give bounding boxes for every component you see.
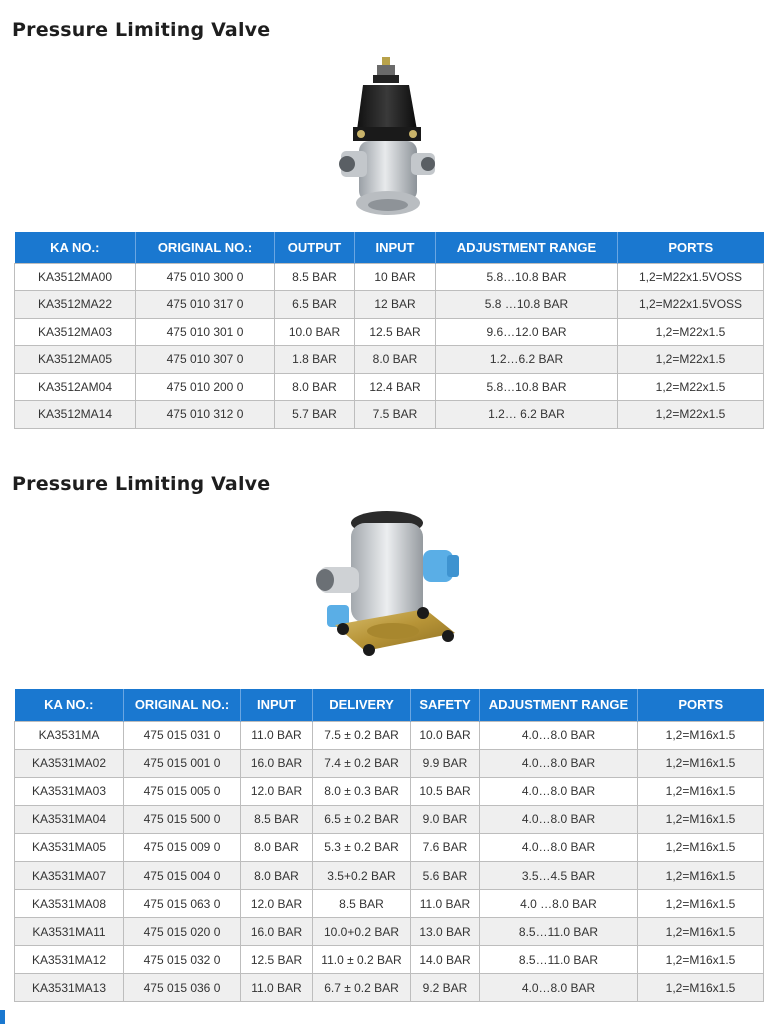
table-cell: 3.5+0.2 BAR bbox=[313, 861, 411, 889]
table-cell: 475 015 001 0 bbox=[124, 749, 241, 777]
column-header: ORIGINAL NO.: bbox=[124, 689, 241, 721]
table-row bbox=[15, 721, 764, 749]
table-cell: 475 015 063 0 bbox=[124, 890, 241, 918]
table-cell: 8.5…11.0 BAR bbox=[480, 918, 638, 946]
table-cell: 1,2=M16x1.5 bbox=[638, 833, 764, 861]
table-cell: 1,2=M16x1.5 bbox=[638, 749, 764, 777]
table-cell: 1.2… 6.2 BAR bbox=[436, 401, 618, 429]
table-cell: KA3512MA14 bbox=[15, 401, 136, 429]
table-cell: 10.0 BAR bbox=[411, 721, 480, 749]
table-row bbox=[15, 373, 764, 401]
table-cell: 8.5 BAR bbox=[275, 263, 355, 291]
table-cell: 475 010 200 0 bbox=[136, 373, 275, 401]
table-cell: 9.0 BAR bbox=[411, 805, 480, 833]
column-header: OUTPUT bbox=[275, 232, 355, 263]
table-cell: 10.0 BAR bbox=[275, 318, 355, 346]
table-row bbox=[15, 401, 764, 429]
table-cell: 12.0 BAR bbox=[241, 777, 313, 805]
table-cell: 475 015 500 0 bbox=[124, 805, 241, 833]
table-cell: 4.0 …8.0 BAR bbox=[480, 890, 638, 918]
column-header: INPUT bbox=[355, 232, 436, 263]
table-cell: KA3531MA13 bbox=[15, 974, 124, 1002]
table-cell: 10.5 BAR bbox=[411, 777, 480, 805]
table-row bbox=[15, 749, 764, 777]
table-row bbox=[15, 805, 764, 833]
column-header: SAFETY bbox=[411, 689, 480, 721]
table-cell: 4.0…8.0 BAR bbox=[480, 833, 638, 861]
table-cell: KA3531MA07 bbox=[15, 861, 124, 889]
column-header: PORTS bbox=[638, 689, 764, 721]
table-cell: 7.4 ± 0.2 BAR bbox=[313, 749, 411, 777]
table-row bbox=[15, 861, 764, 889]
table-cell: 7.5 ± 0.2 BAR bbox=[313, 721, 411, 749]
table-cell: 475 015 031 0 bbox=[124, 721, 241, 749]
column-header: ADJUSTMENT RANGE bbox=[480, 689, 638, 721]
table-cell: 12 BAR bbox=[355, 291, 436, 319]
table-cell: KA3531MA05 bbox=[15, 833, 124, 861]
table-cell: 8.5 BAR bbox=[241, 805, 313, 833]
table-cell: 11.0 BAR bbox=[411, 890, 480, 918]
table-cell: 5.6 BAR bbox=[411, 861, 480, 889]
table-cell: 4.0…8.0 BAR bbox=[480, 749, 638, 777]
table-header-row bbox=[15, 689, 764, 721]
table-cell: KA3531MA bbox=[15, 721, 124, 749]
column-header: ORIGINAL NO.: bbox=[136, 232, 275, 263]
table-cell: 475 015 005 0 bbox=[124, 777, 241, 805]
table-cell: KA3531MA11 bbox=[15, 918, 124, 946]
table-row bbox=[15, 318, 764, 346]
table-cell: KA3512MA03 bbox=[15, 318, 136, 346]
table-cell: 8.0 BAR bbox=[241, 861, 313, 889]
table-cell: 8.0 ± 0.3 BAR bbox=[313, 777, 411, 805]
table-cell: 12.5 BAR bbox=[355, 318, 436, 346]
table-cell: 475 010 312 0 bbox=[136, 401, 275, 429]
table-cell: 7.5 BAR bbox=[355, 401, 436, 429]
table-cell: KA3531MA08 bbox=[15, 890, 124, 918]
table-cell: 1.8 BAR bbox=[275, 346, 355, 374]
pressure-limiting-valve-photo bbox=[325, 55, 445, 225]
table-cell: KA3531MA04 bbox=[15, 805, 124, 833]
table-cell: 5.8 …10.8 BAR bbox=[436, 291, 618, 319]
table-row bbox=[15, 777, 764, 805]
table-row bbox=[15, 918, 764, 946]
table-cell: 8.5 BAR bbox=[313, 890, 411, 918]
table-cell: KA3512MA00 bbox=[15, 263, 136, 291]
table-cell: 475 010 317 0 bbox=[136, 291, 275, 319]
table-cell: 10 BAR bbox=[355, 263, 436, 291]
table-cell: 4.0…8.0 BAR bbox=[480, 974, 638, 1002]
table-cell: 1,2=M16x1.5 bbox=[638, 721, 764, 749]
pressure-limiting-valve-photo bbox=[305, 505, 470, 675]
table-cell: 5.8…10.8 BAR bbox=[436, 263, 618, 291]
table-cell: 16.0 BAR bbox=[241, 749, 313, 777]
table-cell: 1,2=M22x1.5 bbox=[618, 346, 764, 374]
table-cell: KA3531MA03 bbox=[15, 777, 124, 805]
table-cell: 1,2=M16x1.5 bbox=[638, 946, 764, 974]
section-title: Pressure Limiting Valve bbox=[12, 19, 271, 41]
table-cell: KA3512MA05 bbox=[15, 346, 136, 374]
table-cell: 1.2…6.2 BAR bbox=[436, 346, 618, 374]
table-cell: 1,2=M22x1.5 bbox=[618, 373, 764, 401]
table-cell: 475 010 300 0 bbox=[136, 263, 275, 291]
column-header: KA NO.: bbox=[15, 689, 124, 721]
column-header: DELIVERY bbox=[313, 689, 411, 721]
table-cell: 7.6 BAR bbox=[411, 833, 480, 861]
valve-spec-table-2 bbox=[14, 689, 764, 1002]
table-cell: 1,2=M16x1.5 bbox=[638, 805, 764, 833]
table-cell: 10.0+0.2 BAR bbox=[313, 918, 411, 946]
table-cell: 11.0 BAR bbox=[241, 721, 313, 749]
column-header: ADJUSTMENT RANGE bbox=[436, 232, 618, 263]
column-header: PORTS bbox=[618, 232, 764, 263]
table-cell: 16.0 BAR bbox=[241, 918, 313, 946]
table-cell: 1,2=M16x1.5 bbox=[638, 777, 764, 805]
table-cell: 9.2 BAR bbox=[411, 974, 480, 1002]
table-cell: KA3531MA02 bbox=[15, 749, 124, 777]
table-row bbox=[15, 263, 764, 291]
table-cell: 475 015 032 0 bbox=[124, 946, 241, 974]
table-cell: 6.5 ± 0.2 BAR bbox=[313, 805, 411, 833]
table-header-row bbox=[15, 232, 764, 263]
table-row bbox=[15, 346, 764, 374]
table-cell: 1,2=M22x1.5VOSS bbox=[618, 263, 764, 291]
table-cell: 11.0 BAR bbox=[241, 974, 313, 1002]
table-cell: 12.0 BAR bbox=[241, 890, 313, 918]
table-cell: 1,2=M22x1.5 bbox=[618, 318, 764, 346]
table-row bbox=[15, 291, 764, 319]
table-cell: 12.5 BAR bbox=[241, 946, 313, 974]
table-cell: 8.0 BAR bbox=[241, 833, 313, 861]
table-cell: 5.7 BAR bbox=[275, 401, 355, 429]
table-cell: KA3512AM04 bbox=[15, 373, 136, 401]
table-cell: 4.0…8.0 BAR bbox=[480, 777, 638, 805]
table-row bbox=[15, 946, 764, 974]
table-cell: KA3512MA22 bbox=[15, 291, 136, 319]
column-header: INPUT bbox=[241, 689, 313, 721]
table-cell: 12.4 BAR bbox=[355, 373, 436, 401]
table-cell: 13.0 BAR bbox=[411, 918, 480, 946]
table-row bbox=[15, 833, 764, 861]
table-cell: 9.6…12.0 BAR bbox=[436, 318, 618, 346]
table-cell: 1,2=M22x1.5VOSS bbox=[618, 291, 764, 319]
table-cell: 3.5…4.5 BAR bbox=[480, 861, 638, 889]
table-cell: 475 015 009 0 bbox=[124, 833, 241, 861]
table-cell: 5.8…10.8 BAR bbox=[436, 373, 618, 401]
table-cell: 1,2=M16x1.5 bbox=[638, 861, 764, 889]
table-cell: 11.0 ± 0.2 BAR bbox=[313, 946, 411, 974]
table-cell: 9.9 BAR bbox=[411, 749, 480, 777]
valve-spec-table-1 bbox=[14, 232, 764, 429]
table-cell: KA3531MA12 bbox=[15, 946, 124, 974]
table-cell: 14.0 BAR bbox=[411, 946, 480, 974]
table-row bbox=[15, 890, 764, 918]
table-row bbox=[15, 974, 764, 1002]
page-edge-accent bbox=[0, 1010, 5, 1024]
table-cell: 475 010 301 0 bbox=[136, 318, 275, 346]
table-cell: 4.0…8.0 BAR bbox=[480, 805, 638, 833]
table-cell: 475 015 004 0 bbox=[124, 861, 241, 889]
table-cell: 475 015 036 0 bbox=[124, 974, 241, 1002]
table-cell: 475 010 307 0 bbox=[136, 346, 275, 374]
table-cell: 4.0…8.0 BAR bbox=[480, 721, 638, 749]
table-cell: 8.0 BAR bbox=[275, 373, 355, 401]
table-cell: 8.5…11.0 BAR bbox=[480, 946, 638, 974]
table-cell: 1,2=M16x1.5 bbox=[638, 974, 764, 1002]
section-title: Pressure Limiting Valve bbox=[12, 473, 271, 495]
table-cell: 8.0 BAR bbox=[355, 346, 436, 374]
column-header: KA NO.: bbox=[15, 232, 136, 263]
table-cell: 1,2=M16x1.5 bbox=[638, 918, 764, 946]
table-cell: 475 015 020 0 bbox=[124, 918, 241, 946]
table-cell: 1,2=M22x1.5 bbox=[618, 401, 764, 429]
table-cell: 5.3 ± 0.2 BAR bbox=[313, 833, 411, 861]
table-cell: 1,2=M16x1.5 bbox=[638, 890, 764, 918]
table-cell: 6.7 ± 0.2 BAR bbox=[313, 974, 411, 1002]
table-cell: 6.5 BAR bbox=[275, 291, 355, 319]
